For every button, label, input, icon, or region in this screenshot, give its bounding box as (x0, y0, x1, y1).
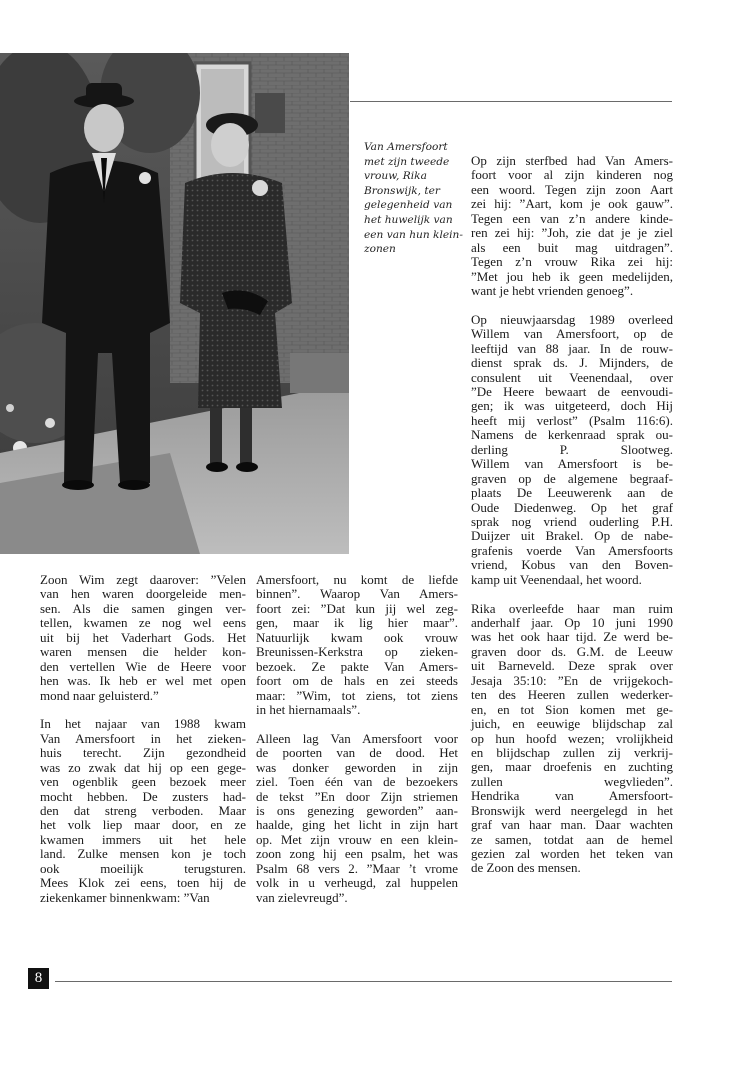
text-line: foort om de hals en zei steeds (256, 673, 458, 689)
text-line: graven op de algemene begraaf- (471, 470, 673, 486)
text-line: Mees Klok zei eens, toen hij de (40, 875, 246, 891)
text-line: foort voor al zijn kinderen nog (471, 167, 673, 183)
top-divider (350, 101, 672, 102)
text-line: zoon zong hij een psalm, het was (256, 846, 458, 862)
text-line: huis terecht. Zijn gezondheid (40, 745, 246, 761)
text-line: zullen wegvlieden”. (471, 773, 673, 789)
text-line: was zo zwak dat hij op een gege- (40, 759, 246, 775)
text-line: tellen, kwamen ze nog wel eens (40, 615, 246, 631)
text-line: derling P. Slootweg. (471, 441, 673, 457)
text-line: is ons genezing geworden” aan- (256, 803, 458, 818)
text-line: waren mensen die helder kon- (40, 644, 246, 660)
paragraph-gap (471, 298, 673, 312)
text-line: Rika overleefde haar man ruim (471, 600, 673, 616)
caption-line: zonen (364, 243, 396, 256)
text-line: Tegen z’n vrouw Rika zei hij: (471, 254, 673, 270)
text-line: de Zoon des mensen. (471, 860, 581, 876)
text-line: en, en tot Sion komen met ge- (471, 701, 673, 717)
text-line: op. Met zijn vrouw en een klein- (256, 831, 458, 847)
text-line: ren zei hij: ”Joh, zie dat je je ziel (471, 225, 673, 241)
text-line: land. Zulke mensen kon je toch (40, 846, 246, 862)
text-line: In het najaar van 1988 kwam (40, 716, 246, 732)
text-line: Hendrika van Amersfoort- (471, 788, 673, 804)
caption-line: met zijn tweede (364, 155, 450, 168)
text-line: gen, maar droefenis en zuchting (471, 759, 673, 775)
text-line: sprak nog vriend ouderling P.H. (471, 513, 673, 529)
text-line: in het hiernamaals”. (256, 701, 361, 717)
text-line: van zielevreugd”. (256, 889, 348, 905)
text-line: gen, maar ik lig hier maar”. (256, 615, 458, 631)
text-line: anderhalf jaar. Op 10 juni 1990 (471, 615, 673, 630)
text-line: Op zijn sterfbed had Van Amers- (471, 153, 673, 168)
text-line: vriend, Kobus van den Boven- (471, 557, 673, 573)
text-line: gen; ik was uitgeteerd, doch Hij (471, 398, 673, 414)
text-line: ”Met jou heb ik geen medelijden, (471, 268, 673, 284)
text-line: als een buit mag uitdragen”. (471, 239, 673, 255)
text-line: Tegen een van z’n andere kinde- (471, 210, 673, 226)
text-line: haalde, ging het licht in zijn hart (256, 817, 458, 833)
text-line: ziel. Toen één van de bezoekers (256, 774, 458, 790)
text-line: binnen”. Waarop Van Amers- (256, 586, 458, 602)
text-line: sen. Als die samen gingen ver- (40, 600, 246, 616)
text-column-3 (471, 154, 673, 876)
text-line: Natuurlijk kwam ook vrouw (256, 629, 458, 645)
text-line: een woord. Tegen zijn zoon Aart (471, 181, 673, 197)
text-line: Willem van Amersfoort is be- (471, 456, 673, 472)
text-line: ten des Heeren zullen wederker- (471, 687, 673, 703)
photo-caption (364, 140, 464, 257)
caption-line: Bronswijk, ter (364, 184, 440, 197)
photo-couple (0, 53, 349, 554)
text-line: Breunissen-Kerkstra op zieken- (256, 644, 458, 660)
text-line: Jesaja 35:10: ”En de vrijgekoch- (471, 672, 673, 688)
text-line: juich, en eeuwige blijdschap zal (471, 716, 673, 732)
text-line: Psalm 68 vers 2. ”Maar ’t vrome (256, 860, 458, 876)
text-line: het volk liep maar door, en ze (40, 817, 246, 833)
text-line: leeftijd van 88 jaar. In de rouw- (471, 340, 673, 356)
text-line: grafenis voerde Van Amersfoorts (471, 542, 673, 558)
text-line: op hun hoofd wezen; vrolijkheid (471, 730, 673, 746)
text-line: gezien zal worden het teken van (471, 846, 673, 861)
text-line: graven door ds. G.M. de Leeuw (471, 643, 673, 659)
text-line: dienst sprak ds. J. Mijnders, de (471, 355, 673, 371)
text-line: consulent uit Veenendaal, over (471, 369, 673, 385)
text-line: ze samen, totdat aan de hemel (471, 831, 673, 847)
text-line: kwamen immers uit het hele (40, 831, 246, 847)
caption-line: gelegenheid van (364, 199, 453, 212)
text-column-2 (256, 573, 458, 905)
text-line: Duijzer uit Brakel. Op de nabe- (471, 528, 673, 544)
text-line: Zoon Wim zegt daarover: ”Velen (40, 572, 246, 587)
text-line: den vertellen Wie de Heere voor (40, 658, 246, 674)
text-line: Alleen lag Van Amersfoort voor (256, 730, 458, 746)
text-line: was het ook haar tijd. Ze werd be- (471, 629, 673, 645)
text-line: was donker geworden in zijn (256, 759, 458, 775)
text-line: hen was. Ik heb er wel met open (40, 673, 246, 689)
text-line: foort zei: ”Dat kun jij wel zeg- (256, 600, 458, 616)
text-line: kamp uit Veenendaal, het woord. (471, 571, 642, 587)
text-line: en blijdschap zullen zij verkrij- (471, 744, 673, 760)
caption-line: Van Amersfoort (364, 141, 448, 153)
text-line: Namens de kerkenraad sprak ou- (471, 427, 673, 443)
text-line: volk in u verheugd, zal huppelen (256, 875, 458, 891)
text-line: Amersfoort, nu komt de liefde (256, 572, 458, 587)
text-line: van hen waren doorgeleide men- (40, 586, 246, 602)
text-line: want je hebt vrienden genoeg”. (471, 282, 634, 298)
text-line: maar: ”Wim, tot ziens, tot ziens (256, 687, 458, 703)
text-line: Willem van Amersfoort, op de (471, 326, 673, 342)
photo-illustration (0, 53, 349, 554)
page-number: 8 (28, 968, 49, 989)
text-line: ven ogenblik geen bezoek meer (40, 774, 246, 790)
text-line: Bronswijk werd neergelegd in het (471, 802, 673, 818)
text-line: mocht hebben. De zusters had- (40, 788, 246, 804)
text-line: Van Amersfoort in het zieken- (40, 730, 246, 746)
text-line: plaats De Leeuwerenk aan de (471, 485, 673, 501)
caption-line: een van hun klein- (364, 228, 463, 241)
text-line: zei hij: ”Aart, kom je ook gauw”. (471, 196, 673, 212)
bottom-divider (55, 981, 672, 982)
paragraph-gap (256, 717, 458, 731)
text-line: den dat streng verboden. Maar (40, 803, 246, 818)
caption-line: vrouw, Rika (364, 170, 427, 183)
caption-line: het huwelijk van (364, 213, 453, 226)
text-line: uit bij het Vaderhart Gods. Het (40, 629, 246, 645)
text-line: Op nieuwjaarsdag 1989 overleed (471, 311, 673, 327)
text-line: ziekenkamer binnenkwam: ”Van (40, 889, 210, 905)
paragraph-gap (471, 587, 673, 601)
text-line: heeft mij verlost” (Psalm 116:6). (471, 412, 673, 428)
text-line: mond naar geluisterd.” (40, 687, 159, 703)
text-line: bezoek. Ze pakte Van Amers- (256, 658, 458, 674)
text-line: graf van haar man. Daar wachten (471, 817, 673, 833)
text-line: ook moeilijk terugsturen. (40, 860, 246, 876)
text-line: Oude Diedenweg. Op het graf (471, 499, 673, 515)
text-line: ”De Heere bewaart de eenvoudi- (471, 384, 673, 399)
text-line: de poorten van de dood. Het (256, 745, 458, 761)
text-line: de tekst ”En door Zijn striemen (256, 788, 458, 804)
text-column-1 (40, 573, 246, 905)
paragraph-gap (40, 703, 246, 717)
text-line: uit Barneveld. Deze sprak over (471, 658, 673, 674)
